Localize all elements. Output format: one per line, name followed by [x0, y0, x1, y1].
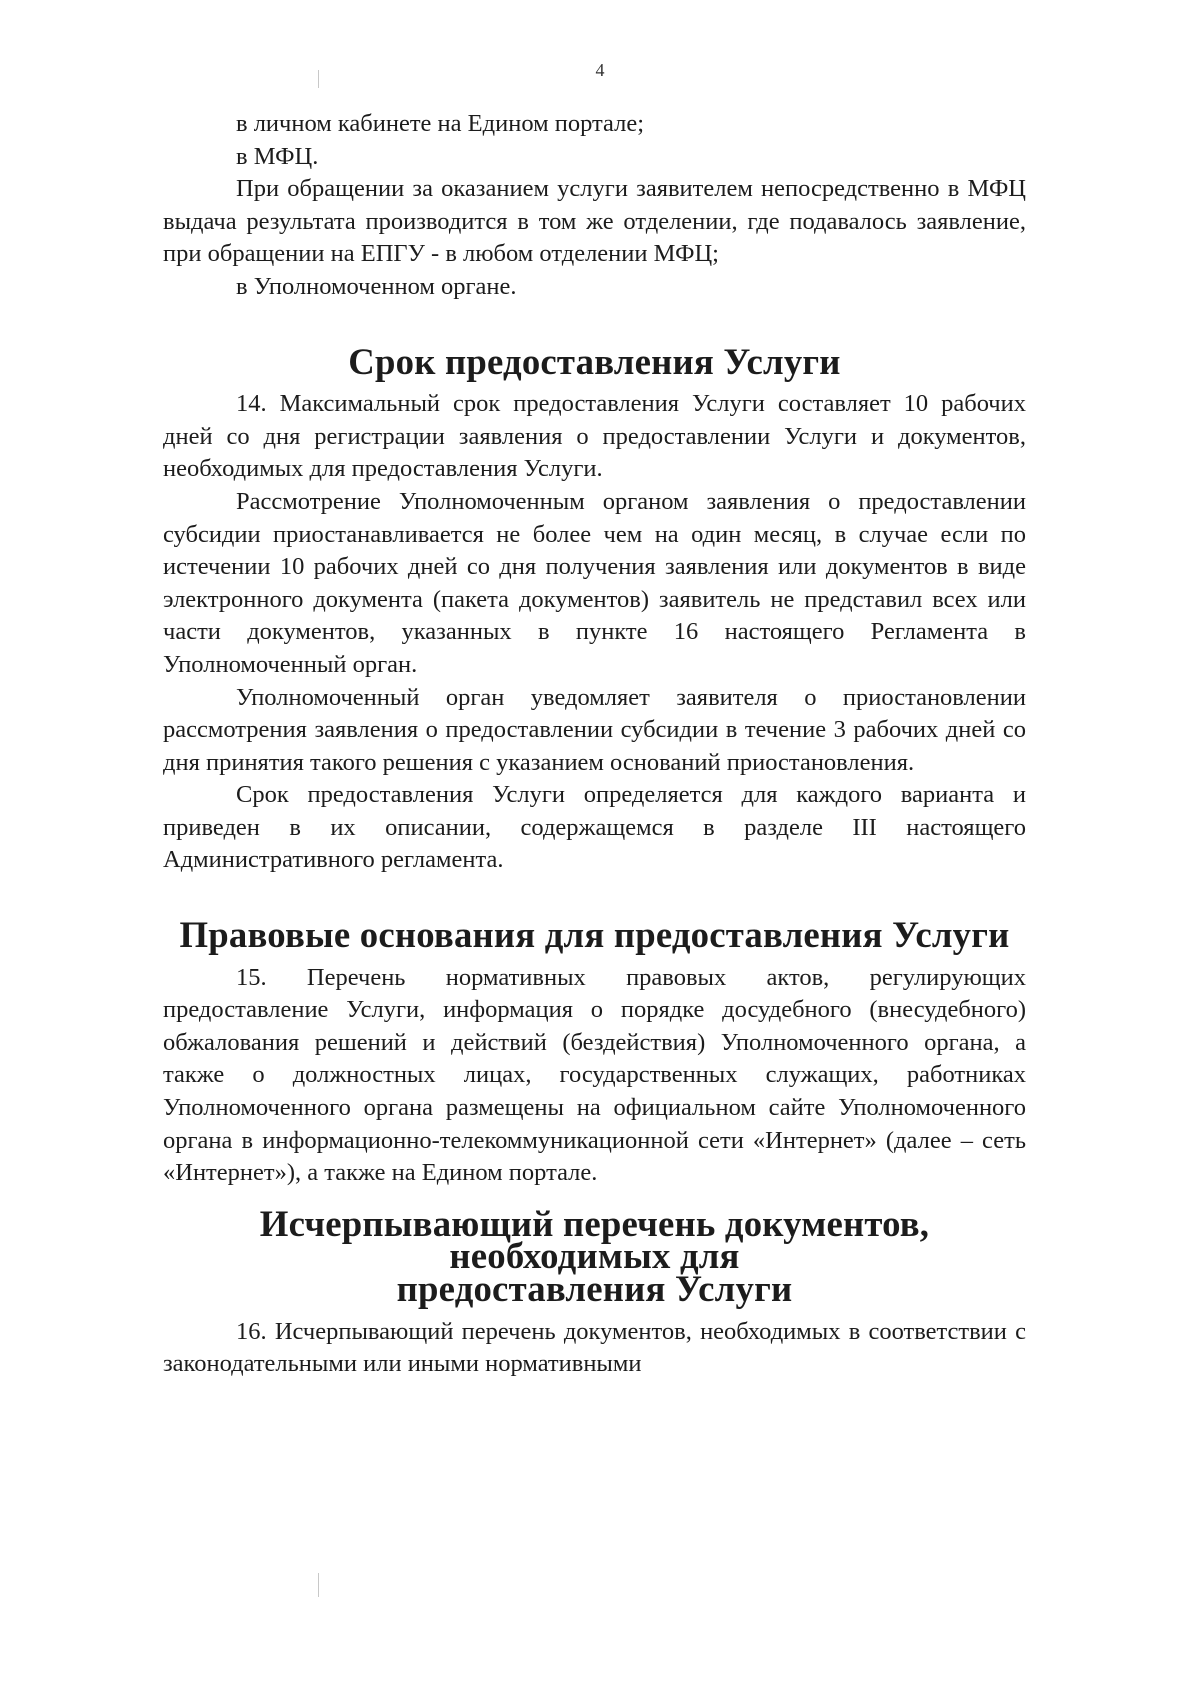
authority-line: в Уполномоченном органе. [236, 272, 517, 300]
page-number: 4 [595, 60, 605, 80]
mfc-paragraph: При обращении за оказанием услуги заявителем непосредственно в МФЦ выдача результата производится в том же отделении, где подавалось заявление, при обращении на ЕПГУ - в любом отделении МФЦ; [163, 175, 1026, 268]
scan-mark [318, 1573, 319, 1597]
section-heading-term: Срок предоставления Услуги [348, 340, 841, 382]
paragraph-15: 15. Перечень нормативных правовых актов, регулирующих предоставление Услуги, информация о порядке досудебного (внесудебного) обжалования решений и действий (бездействия) Уполномоченного органа, а также о должностных лицах, государственных служащих, работниках Уполномоченного органа размещены на официальном сайте Уполномоченного органа в информационно-телекоммуникационной сети «Интернет» (далее – сеть «Интернет»), а также на Едином портале. [163, 963, 1026, 1187]
paragraph-term-variants: Срок предоставления Услуги определяется для каждого варианта и приведен в их описании, содержащемся в разделе III настоящего Административного регламента. [163, 781, 1026, 874]
section-heading-legal: Правовые основания для предоставления Услуги [179, 914, 1010, 956]
section-heading-documents [163, 1202, 1026, 1309]
paragraph-suspension: Рассмотрение Уполномоченным органом заявления о предоставлении субсидии приостанавливается не более чем на один месяц, в случае если по истечении 10 рабочих дней со дня получения заявления или документов в виде электронного документа (пакета документов) заявитель не представил всех или части документов, указанных в пункте 16 настоящего Регламента в Уполномоченный орган. [163, 487, 1026, 678]
paragraph-notification: Уполномоченный орган уведомляет заявителя о приостановлении рассмотрения заявления о предоставлении субсидии в течение 3 рабочих дней со дня принятия такого решения с указанием оснований приостановления. [163, 683, 1026, 776]
intro-line: в МФЦ. [236, 142, 319, 170]
intro-line: в личном кабинете на Едином портале; [236, 110, 645, 137]
paragraph-16: 16. Исчерпывающий перечень документов, необходимых в соответствии с законодательными или иными нормативными [163, 1317, 1026, 1378]
paragraph-14: 14. Максимальный срок предоставления Услуги составляет 10 рабочих дней со дня регистрации заявления о предоставлении Услуги и документов, необходимых для предоставления Услуги. [163, 390, 1026, 483]
heading-line: предоставления Услуги [396, 1268, 793, 1309]
document-body [163, 108, 1026, 1381]
heading-line: Исчерпывающий перечень документов, необходимых для [259, 1202, 930, 1277]
